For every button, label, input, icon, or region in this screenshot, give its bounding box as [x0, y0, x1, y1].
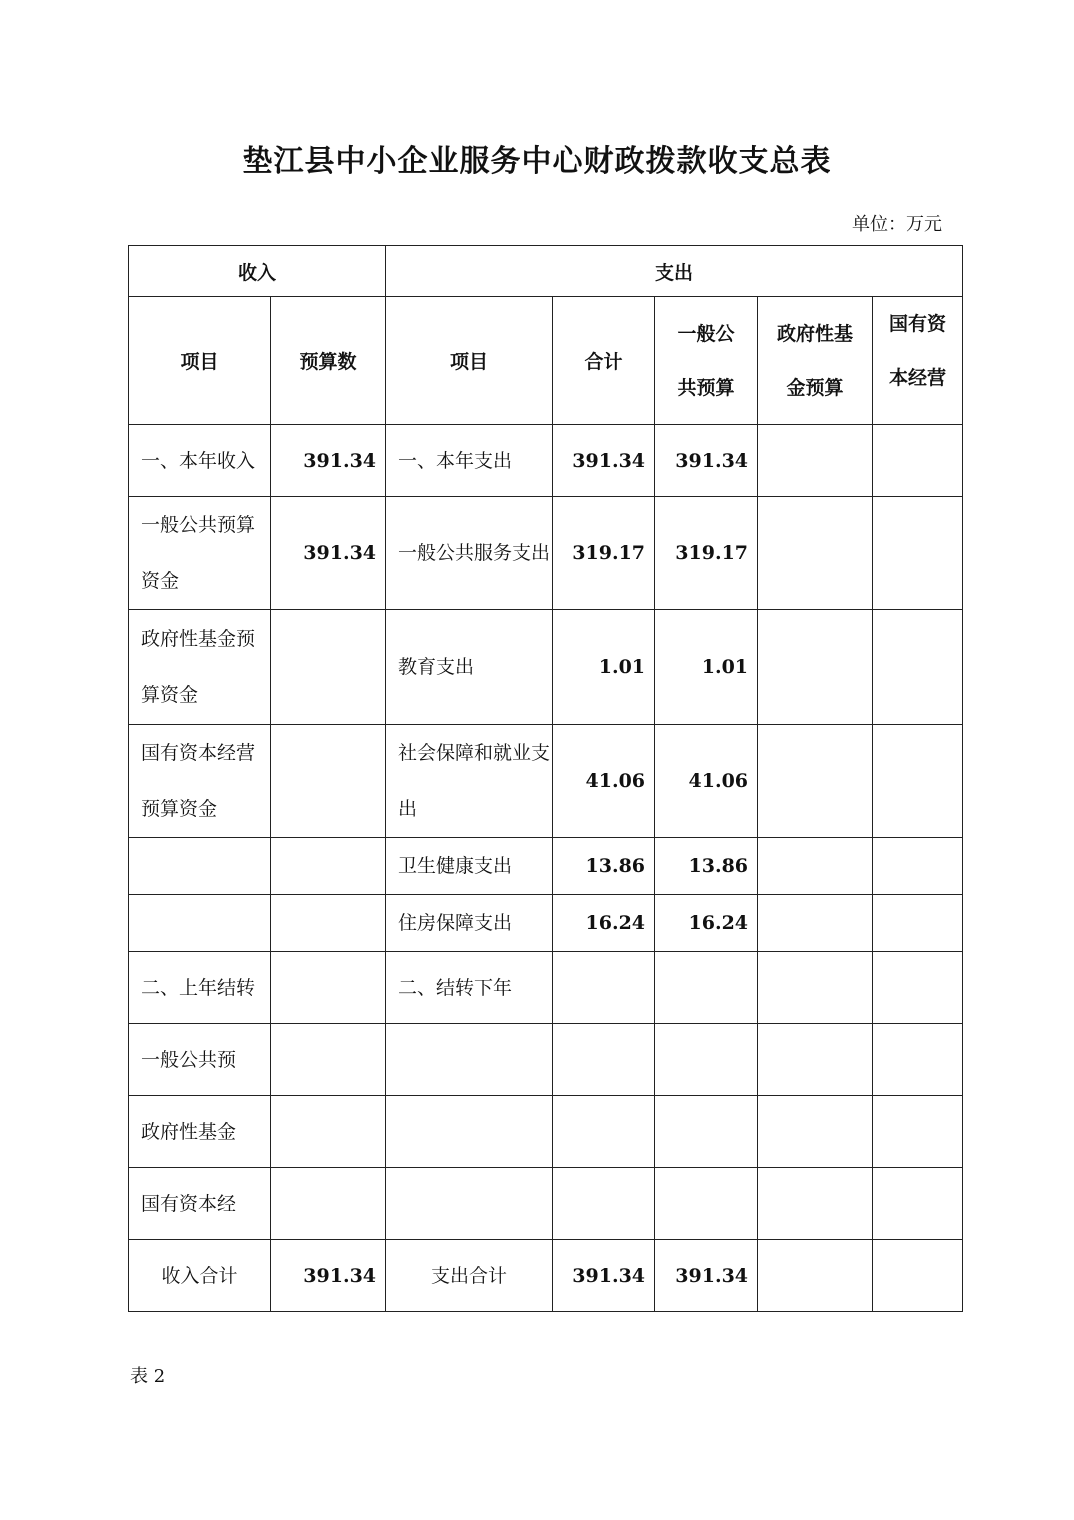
table-row — [129, 1024, 963, 1096]
col-state-capital — [873, 297, 963, 425]
expense-header: 支出 — [386, 246, 963, 297]
cell-state-capital — [873, 838, 963, 895]
cell-gov-fund — [758, 1168, 873, 1240]
cell-state-capital — [873, 1168, 963, 1240]
cell-general: 41.06 — [655, 725, 758, 838]
table-row — [129, 1096, 963, 1168]
cell-state-capital — [873, 425, 963, 497]
cell-income-item: 一般公共预算资金 — [129, 497, 271, 610]
cell-income-budget — [271, 838, 386, 895]
table-row — [129, 610, 963, 725]
page-title: 垫江县中小企业服务中心财政拨款收支总表 — [242, 144, 832, 179]
cell-expense-item: 一、本年支出 — [386, 425, 553, 497]
cell-total: 41.06 — [553, 725, 655, 838]
cell-expense-item: 卫生健康支出 — [386, 838, 553, 895]
cell-total — [553, 1024, 655, 1096]
cell-income-item: 政府性基金 — [129, 1096, 271, 1168]
cell-total — [553, 1096, 655, 1168]
cell-income-budget: 391.34 — [271, 1240, 386, 1312]
cell-gov-fund — [758, 1096, 873, 1168]
cell-income-budget — [271, 610, 386, 725]
cell-expense-item: 社会保障和就业支出 — [386, 725, 553, 838]
cell-expense-item: 支出合计 — [386, 1240, 553, 1312]
col-gov-fund-line1: 政府性基 — [777, 322, 854, 345]
col-state-capital-line2: 本经营 — [889, 367, 947, 389]
cell-income-budget — [271, 725, 386, 838]
col-state-capital-line1: 国有资 — [889, 313, 947, 335]
cell-general: 391.34 — [655, 425, 758, 497]
col-income-item: 项目 — [129, 297, 271, 425]
unit-label: 单位：万元 — [852, 214, 942, 235]
cell-general: 13.86 — [655, 838, 758, 895]
col-expense-item: 项目 — [386, 297, 553, 425]
cell-income-budget — [271, 1024, 386, 1096]
col-general-public-line2: 共预算 — [677, 376, 735, 399]
cell-total: 16.24 — [553, 895, 655, 952]
table-row — [129, 497, 963, 610]
cell-income-budget — [271, 952, 386, 1024]
cell-income-item: 国有资本经营预算资金 — [129, 725, 271, 838]
cell-expense-item: 一般公共服务支出 — [386, 497, 553, 610]
cell-gov-fund — [758, 838, 873, 895]
table-row — [129, 725, 963, 838]
cell-general: 391.34 — [655, 1240, 758, 1312]
cell-total: 391.34 — [553, 425, 655, 497]
budget-table — [128, 245, 963, 1312]
col-income-budget: 预算数 — [271, 297, 386, 425]
cell-gov-fund — [758, 497, 873, 610]
cell-expense-item — [386, 1168, 553, 1240]
table-row — [129, 838, 963, 895]
cell-gov-fund — [758, 895, 873, 952]
table-row — [129, 895, 963, 952]
cell-income-item — [129, 838, 271, 895]
cell-income-item: 一般公共预 — [129, 1024, 271, 1096]
cell-total: 1.01 — [553, 610, 655, 725]
cell-state-capital — [873, 497, 963, 610]
col-gov-fund-line2: 金预算 — [786, 376, 844, 399]
cell-state-capital — [873, 610, 963, 725]
cell-income-item: 政府性基金预算资金 — [129, 610, 271, 725]
table-body — [129, 425, 963, 1312]
table-row — [129, 952, 963, 1024]
cell-expense-item — [386, 1096, 553, 1168]
cell-total: 13.86 — [553, 838, 655, 895]
cell-general — [655, 952, 758, 1024]
cell-income-budget — [271, 1096, 386, 1168]
cell-total: 391.34 — [553, 1240, 655, 1312]
col-general-public-line1: 一般公 — [677, 322, 735, 345]
cell-total: 319.17 — [553, 497, 655, 610]
cell-general — [655, 1168, 758, 1240]
cell-total — [553, 1168, 655, 1240]
cell-income-budget — [271, 1168, 386, 1240]
col-total: 合计 — [553, 297, 655, 425]
cell-income-item: 国有资本经 — [129, 1168, 271, 1240]
cell-expense-item: 住房保障支出 — [386, 895, 553, 952]
cell-state-capital — [873, 1240, 963, 1312]
income-header: 收入 — [129, 246, 386, 297]
cell-general: 1.01 — [655, 610, 758, 725]
cell-expense-item: 教育支出 — [386, 610, 553, 725]
cell-gov-fund — [758, 425, 873, 497]
cell-gov-fund — [758, 610, 873, 725]
cell-state-capital — [873, 895, 963, 952]
cell-state-capital — [873, 725, 963, 838]
cell-state-capital — [873, 952, 963, 1024]
col-gov-fund — [758, 297, 873, 425]
cell-income-item: 收入合计 — [129, 1240, 271, 1312]
cell-expense-item: 二、结转下年 — [386, 952, 553, 1024]
cell-general: 319.17 — [655, 497, 758, 610]
table-header-row — [129, 246, 963, 297]
cell-expense-item — [386, 1024, 553, 1096]
cell-income-budget: 391.34 — [271, 497, 386, 610]
table-subheader-row — [129, 297, 963, 425]
cell-gov-fund — [758, 952, 873, 1024]
cell-general — [655, 1096, 758, 1168]
table-number-label: 表 2 — [130, 1366, 166, 1387]
cell-income-budget — [271, 895, 386, 952]
cell-gov-fund — [758, 1240, 873, 1312]
col-general-public — [655, 297, 758, 425]
table-row — [129, 1168, 963, 1240]
cell-income-item: 二、上年结转 — [129, 952, 271, 1024]
cell-state-capital — [873, 1096, 963, 1168]
cell-state-capital — [873, 1024, 963, 1096]
table-row — [129, 1240, 963, 1312]
cell-general — [655, 1024, 758, 1096]
cell-total — [553, 952, 655, 1024]
cell-income-item: 一、本年收入 — [129, 425, 271, 497]
table-row — [129, 425, 963, 497]
cell-general: 16.24 — [655, 895, 758, 952]
cell-income-item — [129, 895, 271, 952]
cell-gov-fund — [758, 1024, 873, 1096]
cell-gov-fund — [758, 725, 873, 838]
cell-income-budget: 391.34 — [271, 425, 386, 497]
